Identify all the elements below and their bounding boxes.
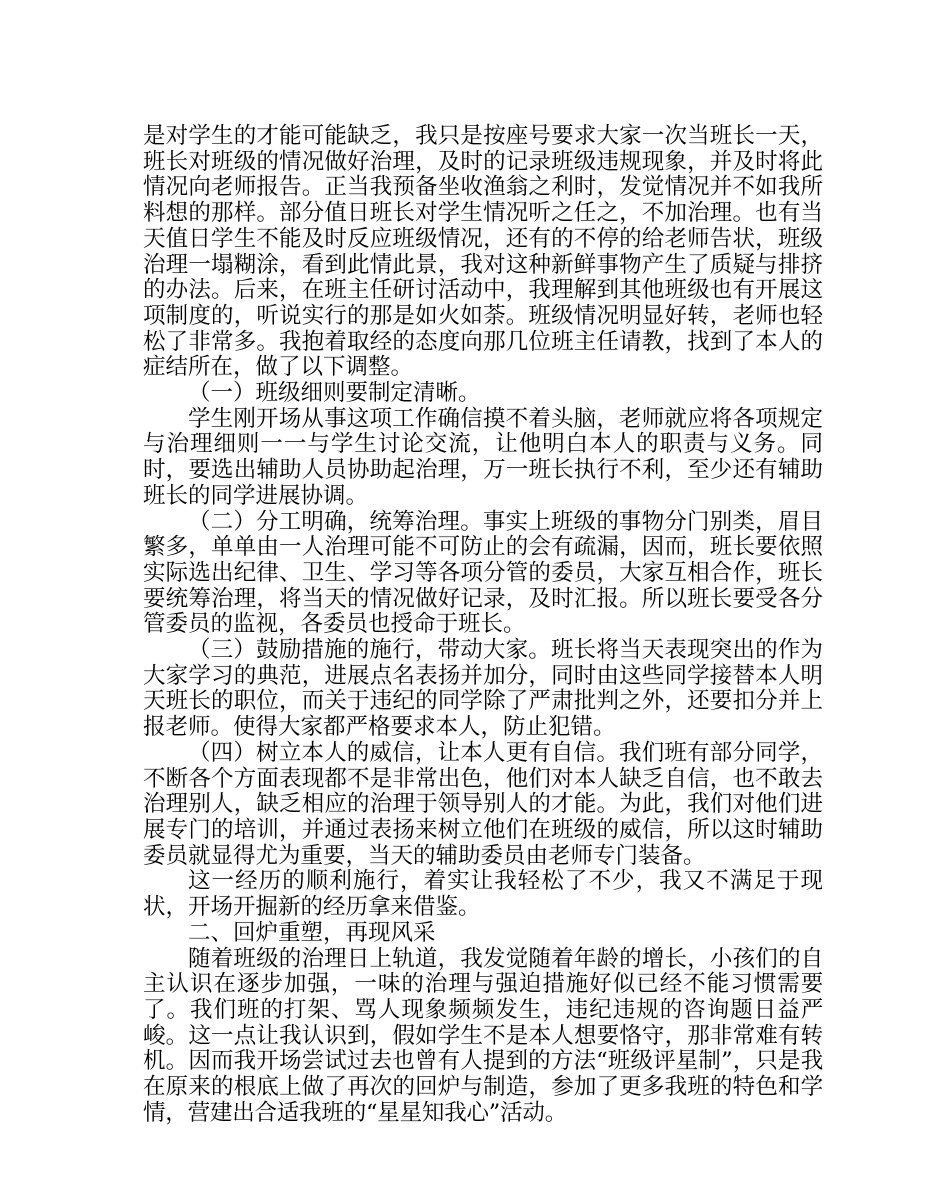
paragraph-item-3: （三）鼓励措施的施行，带动大家。班长将当天表现突出的作为大家学习的典范，进展点名表扬并加分，同时由这些同学接替本人明天班长的职位，而关于违纪的同学除了严肃批判之外，还要扣分并上报老师。使得大家都严格要求本人，防止犯错。: [143, 637, 823, 741]
paragraph-transition: 这一经历的顺利施行，着实让我轻松了不少，我又不满足于现状，开场开掘新的经历拿来借鉴。: [143, 868, 823, 921]
heading-item-1: （一）班级细则要制定清晰。: [188, 380, 481, 407]
paragraph-item-1: 学生刚开场从事这项工作确信摸不着头脑，老师就应将各项规定与治理细则一一与学生讨论交流，让他明白本人的职责与义务。同时，要选出辅助人员协助起治理，万一班长执行不利，至少还有辅助班长的同学进展协调。: [143, 405, 823, 509]
paragraph-section-2: 随着班级的治理日上轨道，我发觉随着年龄的增长，小孩们的自主认识在逐步加强，一味的治理与强迫措施好似已经不能习惯需要了。我们班的打架、骂人现象频频发生，违纪违规的咨询题日益严峻。这一点让我认识到，假如学生不是本人想要恪守，那非常难有转机。因而我开场尝试过去也曾有人提到的方法“班级评星制”，只是我在原来的根底上做了再次的回炉与制造，参加了更多我班的特色和学情，营建出合适我班的“星星知我心”活动。: [143, 945, 823, 1126]
paragraph-item-4: （四）树立本人的威信，让本人更有自信。我们班有部分同学，不断各个方面表现都不是非常出色，他们对本人缺乏自信，也不敢去治理别人，缺乏相应的治理于领导别人的才能。为此，我们对他们进展专门的培训，并通过表扬来树立他们在班级的威信，所以这时辅助委员就显得尤为重要，当天的辅助委员由老师专门装备。: [143, 739, 823, 869]
paragraph-intro: 是对学生的才能可能缺乏，我只是按座号要求大家一次当班长一天，班长对班级的情况做好治理，及时的记录班级违规现象，并及时将此情况向老师报告。正当我预备坐收渔翁之利时，发觉情况并不如我所料想的那样。部分值日班长对学生情况听之任之，不加治理。也有当天值日学生不能及时反应班级情况，还有的不停的给老师告状，班级治理一塌糊涂，看到此情此景，我对这种新鲜事物产生了质疑与排挤的办法。后来，在班主任研讨活动中，我理解到其他班级也有开展这项制度的，听说实行的那是如火如荼。班级情况明显好转，老师也轻松了非常多。我抱着取经的态度向那几位班主任请教，找到了本人的症结所在，做了以下调整。: [143, 123, 823, 381]
document-body: [143, 124, 823, 1126]
section-heading-2: 二、回炉重塑，再现风采: [188, 919, 436, 946]
paragraph-item-2: （二）分工明确，统筹治理。事实上班级的事物分门别类，眉目繁多，单单由一人治理可能不可防止的会有疏漏，因而，班长要依照实际选出纪律、卫生、学习等各项分管的委员，大家互相合作，班长要统筹治理，将当天的情况做好记录，及时汇报。所以班长要受各分管委员的监视，各委员也授命于班长。: [143, 508, 823, 638]
